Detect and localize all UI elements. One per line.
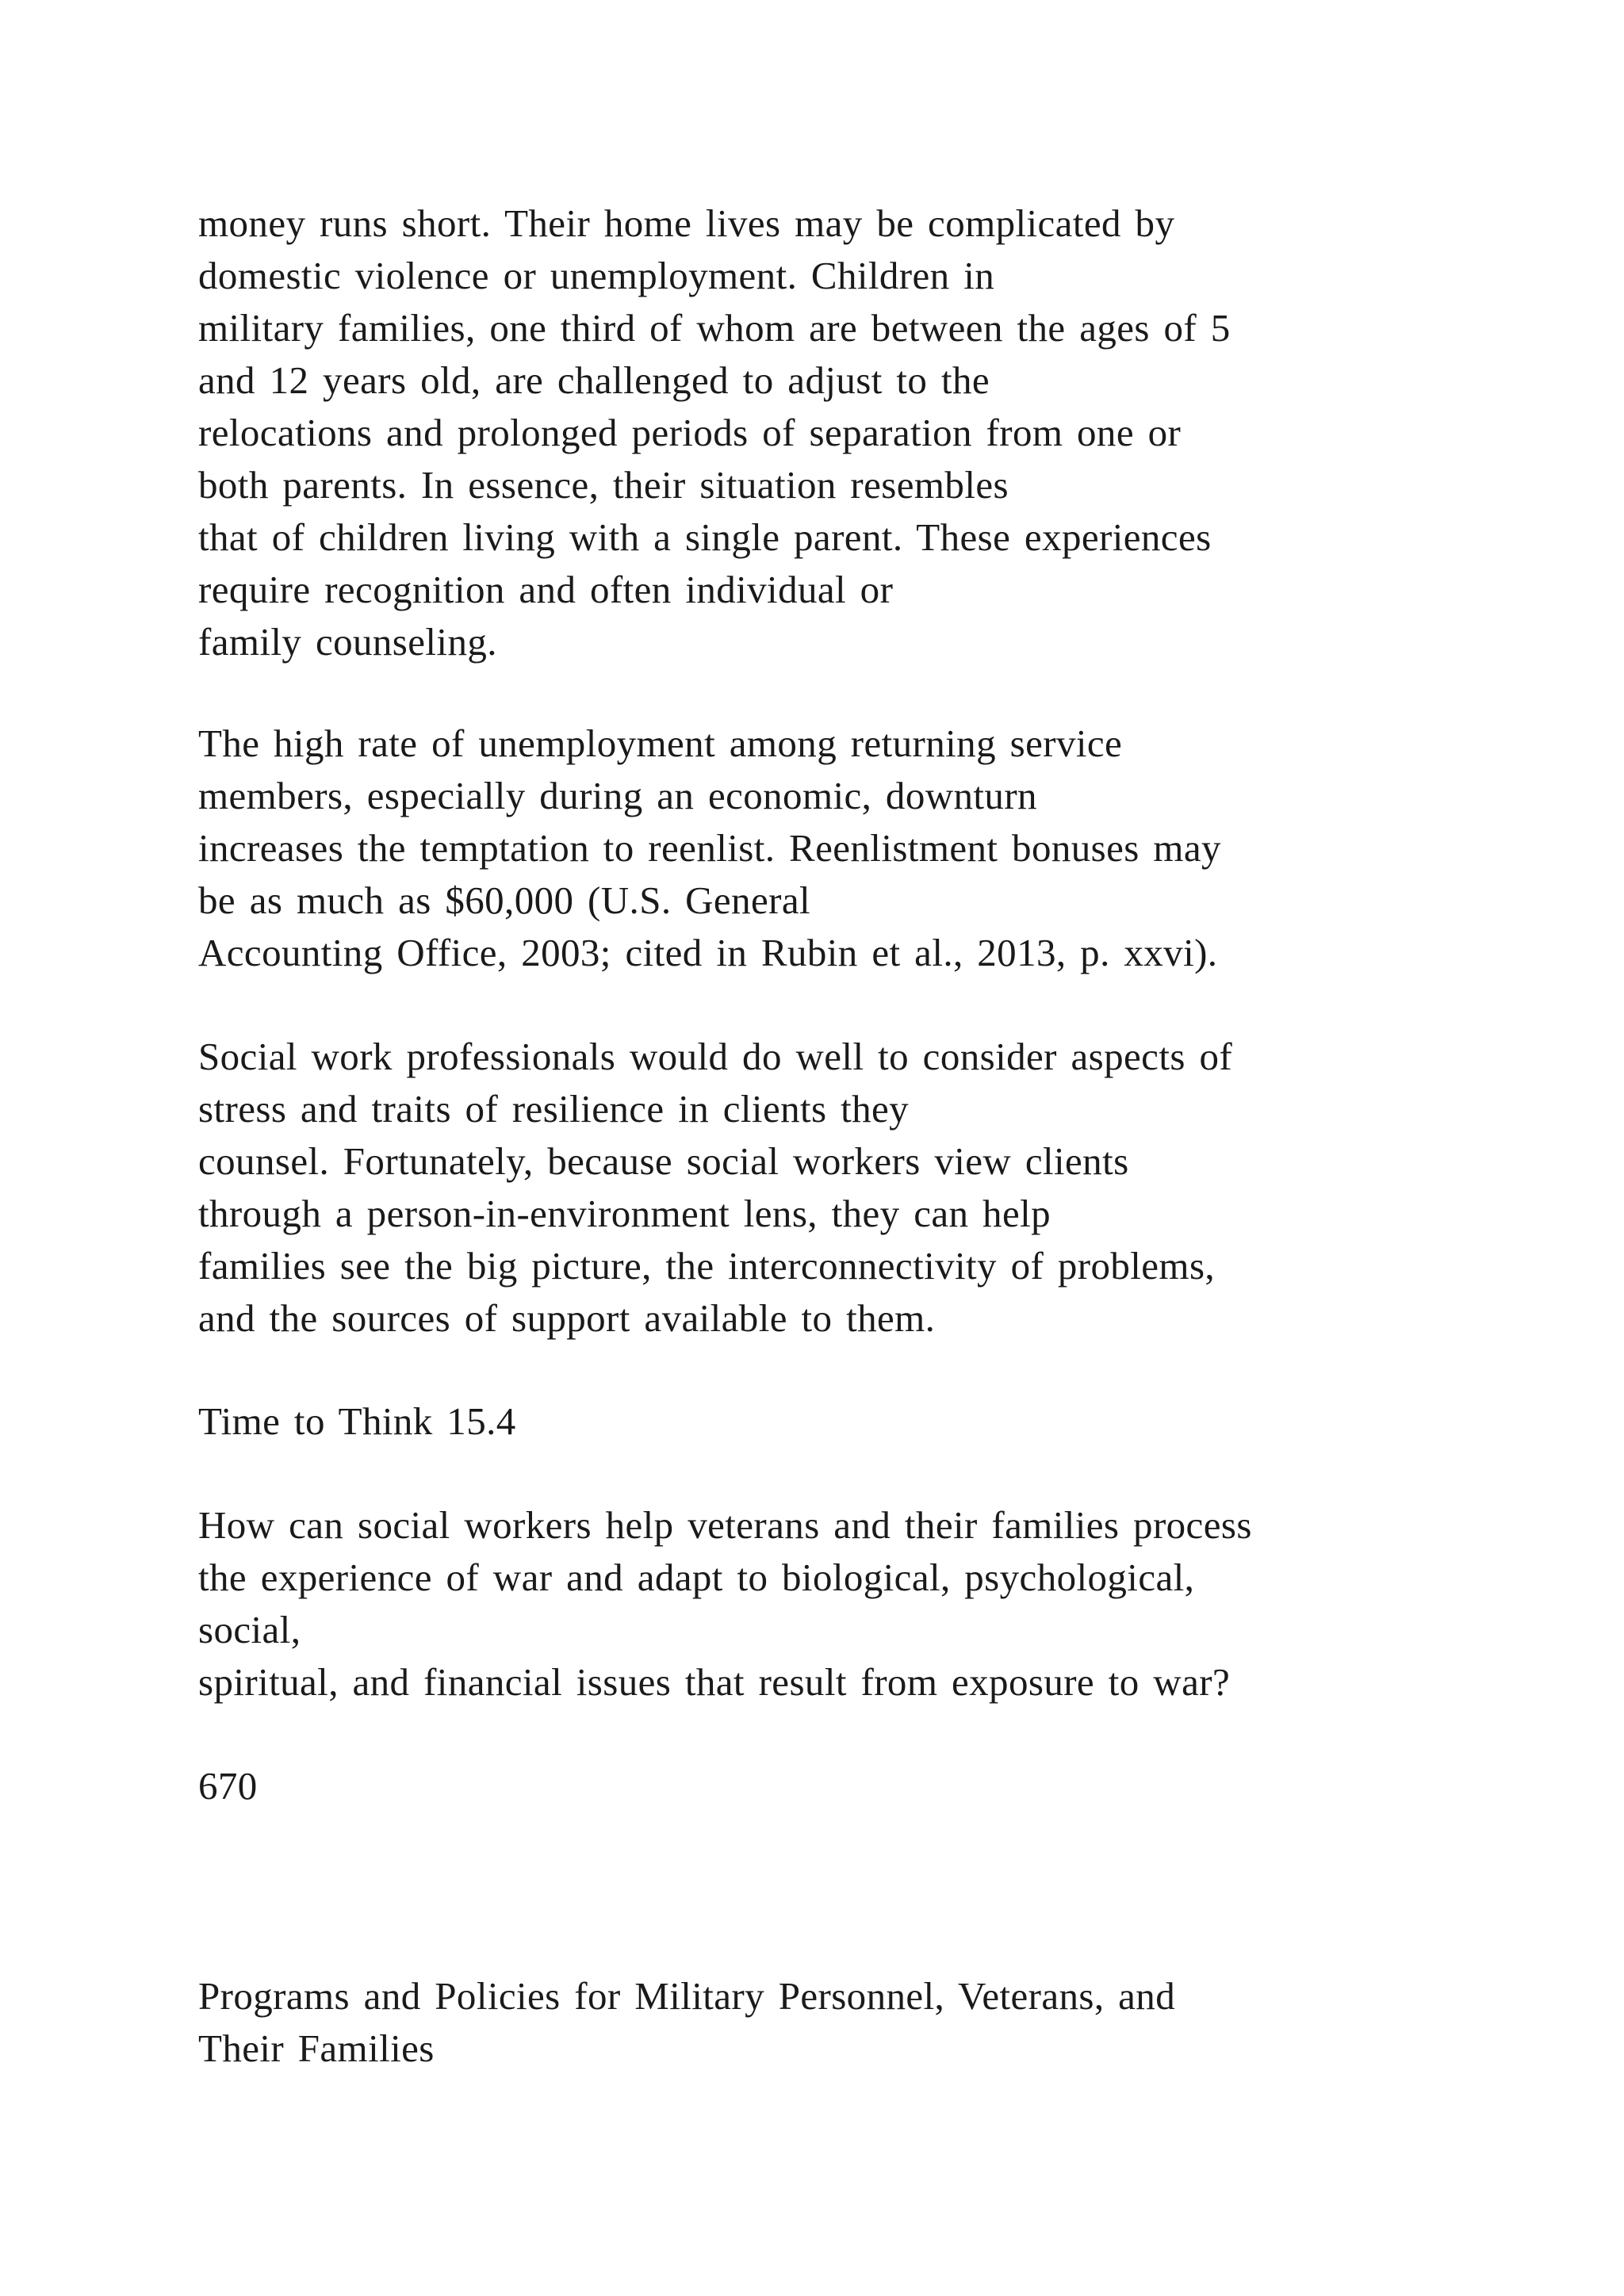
text-line: through a person-in-environment lens, they can help <box>198 1192 1051 1235</box>
text-line: Programs and Policies for Military Personnel, Veterans, and <box>198 1974 1176 2018</box>
text-line: Social work professionals would do well to consider aspects of <box>198 1035 1233 1078</box>
text-line: money runs short. Their home lives may be complicated by <box>198 201 1175 245</box>
text-line: increases the temptation to reenlist. Reenlistment bonuses may <box>198 826 1221 870</box>
text-line: spiritual, and financial issues that result from exposure to war? <box>198 1660 1231 1704</box>
time-to-think-question <box>198 1499 1252 1709</box>
text-line: military families, one third of whom are between the ages of 5 <box>198 306 1231 350</box>
text-line: family counseling. <box>198 620 497 664</box>
text-line: members, especially during an economic, downturn <box>198 774 1037 817</box>
text-line: that of children living with a single parent. These experiences <box>198 515 1212 559</box>
text-line: social, <box>198 1608 301 1651</box>
text-line: both parents. In essence, their situation resembles <box>198 463 1009 507</box>
time-to-think-heading <box>198 1395 516 1448</box>
paragraph-social-work <box>198 1031 1232 1345</box>
text-line: Their Families <box>198 2026 435 2070</box>
text-line: be as much as $60,000 (U.S. General <box>198 878 811 922</box>
section-heading <box>198 1970 1175 2075</box>
paragraph-military-children <box>198 197 1231 668</box>
paragraph-unemployment <box>198 718 1221 979</box>
page-number <box>198 1760 258 1812</box>
text-line: the experience of war and adapt to biological, psychological, <box>198 1556 1195 1599</box>
text-line: Accounting Office, 2003; cited in Rubin et al., 2013, p. xxvi). <box>198 931 1218 974</box>
text-line: and the sources of support available to them. <box>198 1296 936 1340</box>
text-line: families see the big picture, the interconnectivity of problems, <box>198 1244 1216 1288</box>
text-line: domestic violence or unemployment. Children in <box>198 254 995 297</box>
text-line: counsel. Fortunately, because social workers view clients <box>198 1139 1129 1183</box>
text-line: stress and traits of resilience in clients they <box>198 1087 910 1131</box>
text-line: relocations and prolonged periods of separation from one or <box>198 411 1182 454</box>
text-line: Time to Think 15.4 <box>198 1399 516 1443</box>
text-line: How can social workers help veterans and their families process <box>198 1503 1252 1547</box>
text-line: require recognition and often individual or <box>198 568 894 611</box>
text-line: 670 <box>198 1764 258 1808</box>
text-line: The high rate of unemployment among returning service <box>198 721 1123 765</box>
text-line: and 12 years old, are challenged to adjust to the <box>198 358 990 402</box>
